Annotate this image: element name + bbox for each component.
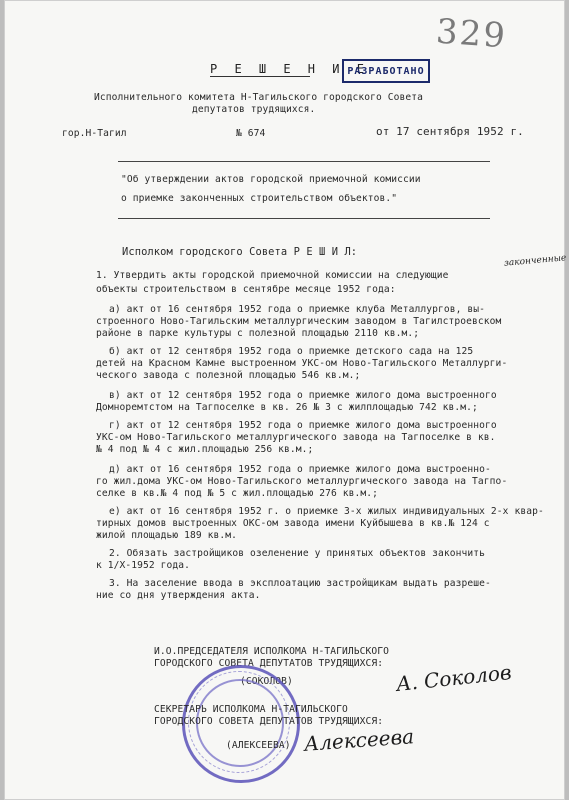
p2-line-2: к 1/X-1952 года. <box>96 560 191 571</box>
document-date: от 17 сентября 1952 г. <box>376 125 524 138</box>
issuer-line-2: депутатов трудящихся. <box>192 104 316 115</box>
developed-stamp: РАЗРАБОТАНО <box>342 59 430 83</box>
item-b-line-2: детей на Красном Камне выстроенном УКС-ом Ново-Тагильского Металлурги- <box>96 358 508 369</box>
preamble: Исполком городского Совета Р Е Ш И Л: <box>122 246 358 258</box>
item-b-line-3: ческого завода с полезной площадью 546 кв.м.; <box>96 370 361 381</box>
signatory-1-name: (СОКОЛОВ) <box>240 676 293 687</box>
item-g-line-2: УКС-ом Ново-Тагильского металлургического завода на Тагпоселке в кв. <box>96 432 496 443</box>
item-d-line-2: го жил.дома УКС-ом Ново-Тагильского металлургического завода на Тагпо- <box>96 476 508 487</box>
item-g-line-3: № 4 под № 4 с жил.площадью 256 кв.м.; <box>96 444 314 455</box>
subject-line-1: "Об утверждении актов городской приемочной комиссии <box>121 174 421 185</box>
p1-line-1: 1. Утвердить акты городской приемочной комиссии на следующие <box>96 270 449 281</box>
city: гор.Н-Тагил <box>62 128 127 139</box>
item-d-line-1: д) акт от 16 сентября 1952 года о приемке жилого дома выстроенно- <box>109 464 491 475</box>
subject-top-rule <box>118 161 490 162</box>
margin-handnote: законченные <box>503 253 567 269</box>
title-underline <box>210 76 310 77</box>
item-e-line-2: тирных домов выстроенных ОКС-ом завода имени Куйбышева в кв.№ 124 с <box>96 518 490 529</box>
p1-line-2: объекты строительством в сентябре месяце 1952 года: <box>96 284 396 295</box>
item-v-line-2: Домноремтстом на Тагпоселке в кв. 26 № 3 с жилплощадью 742 кв.м.; <box>96 402 478 413</box>
p3-line-1: 3. На заселение ввода в эксплоатацию застройщикам выдать разреше- <box>109 578 491 589</box>
p2-line-1: 2. Обязать застройщиков озеленение у принятых объектов закончить <box>109 548 486 559</box>
item-e-line-1: е) акт от 16 сентября 1952 г. о приемке 3-х жилых индивидуальных 2-х квар- <box>109 506 544 517</box>
subject-bottom-rule <box>118 218 490 219</box>
signatory-1-line-1: И.О.ПРЕДСЕДАТЕЛЯ ИСПОЛКОМА Н-ТАГИЛЬСКОГО <box>154 646 390 657</box>
item-v-line-1: в) акт от 12 сентября 1952 года о приемке жилого дома выстроенного <box>109 390 497 401</box>
item-e-line-3: жилой площадью 189 кв.м. <box>96 530 238 541</box>
item-a-line-3: районе в парке культуры с полезной площадью 2110 кв.м.; <box>96 328 420 339</box>
item-a-line-1: а) акт от 16 сентября 1952 года о приемке клуба Металлургов, вы- <box>109 304 486 315</box>
document-number: № 674 <box>236 128 266 139</box>
item-a-line-2: строенного Ново-Тагильским металлургическим заводом в Тагилстроевском <box>96 316 502 327</box>
signature-1: А. Соколов <box>395 660 513 696</box>
page-number-handwritten: 329 <box>434 11 509 57</box>
item-g-line-1: г) акт от 12 сентября 1952 года о приемке жилого дома выстроенного <box>109 420 497 431</box>
signature-2: Алексеева <box>303 724 415 756</box>
signatory-2-line-1: СЕКРЕТАРЬ ИСПОЛКОМА Н-ТАГИЛЬСКОГО <box>154 704 348 715</box>
item-d-line-3: селке в кв.№ 4 под № 5 с жил.площадью 276 кв.м.; <box>96 488 379 499</box>
issuer-line-1: Исполнительного комитета Н-Тагильского городского Совета <box>94 92 424 103</box>
p3-line-2: ние со дня утверждения акта. <box>96 590 261 601</box>
signatory-1-line-2: ГОРОДСКОГО СОВЕТА ДЕПУТАТОВ ТРУДЯЩИХСЯ: <box>154 658 384 669</box>
signatory-2-name: (АЛЕКСЕЕВА) <box>226 740 291 751</box>
item-b-line-1: б) акт от 12 сентября 1952 года о приемке детского сада на 125 <box>109 346 474 357</box>
document-title: Р Е Ш Е Н И Е <box>210 62 369 76</box>
subject-line-2: о приемке законченных строительством объектов." <box>121 193 398 204</box>
signatory-2-line-2: ГОРОДСКОГО СОВЕТА ДЕПУТАТОВ ТРУДЯЩИХСЯ: <box>154 716 384 727</box>
document-page <box>4 0 565 800</box>
